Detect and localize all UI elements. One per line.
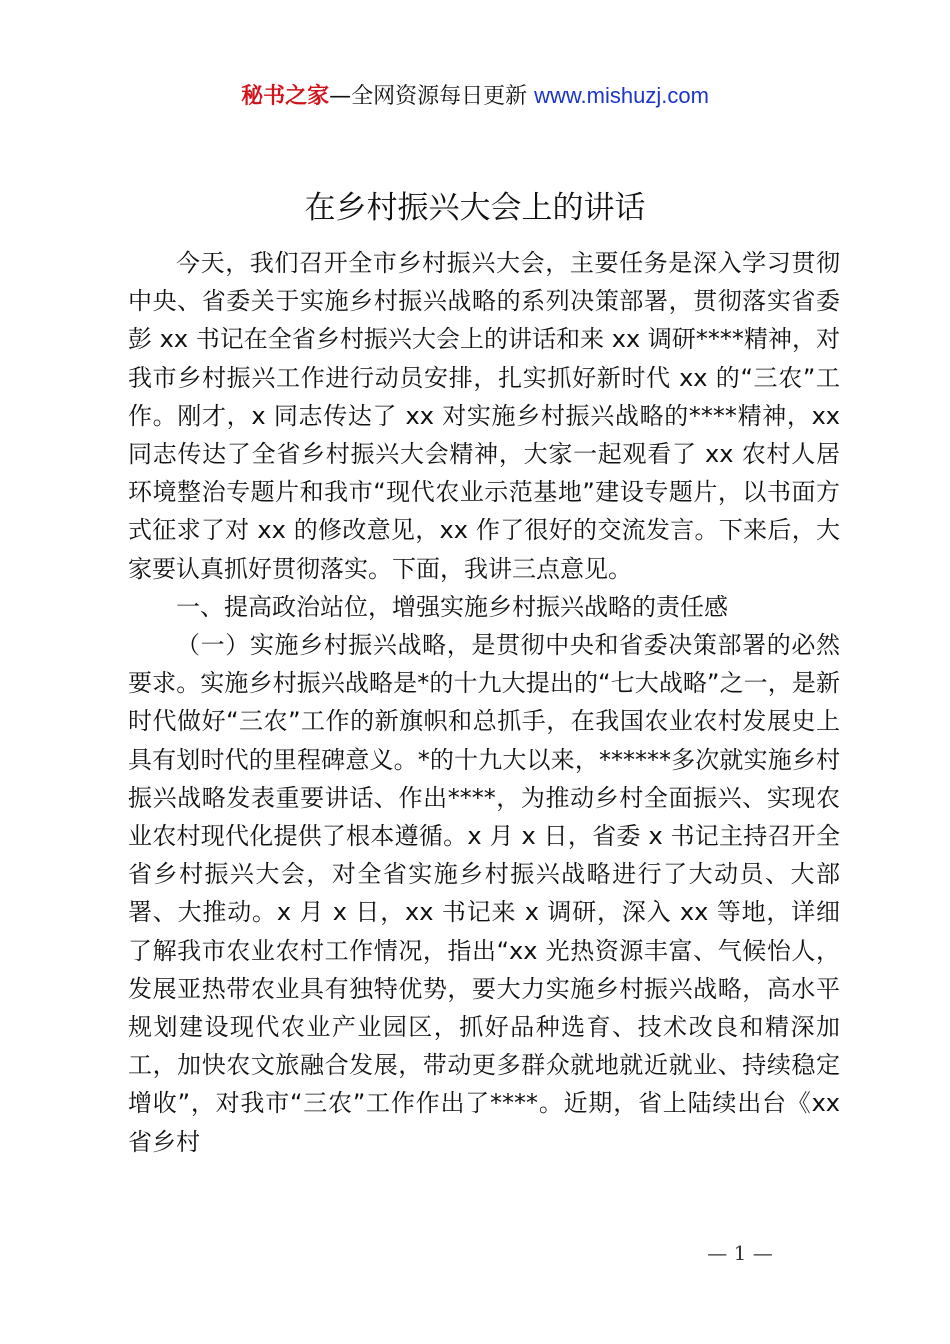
page-number: — 1 — xyxy=(707,1241,773,1265)
document-body xyxy=(128,244,840,1161)
document-title: 在乡村振兴大会上的讲话 xyxy=(304,190,646,226)
site-header xyxy=(0,80,950,113)
site-tagline: —全网资源每日更新 xyxy=(329,84,535,109)
body-paragraph: 今天，我们召开全市乡村振兴大会，主要任务是深入学习贯彻中央、省委关于实施乡村振兴战略的系列决策部署，贯彻落实省委彭 xx 书记在全省乡村振兴大会上的讲话和来 xx 调研****精神，对我市乡村振兴工作进行动员安排，扎实抓好新时代 xx 的“三农”工作。刚才，x 同志传达了 xx 对实施乡村振兴战略的****精神，xx 同志传达了全省乡村振兴大会精神，大家一起观看了 xx 农村人居环境整治专题片和我市“现代农业示范基地”建设专题片，以书面方式征求了对 xx 的修改意见，xx 作了很好的交流发言。下来后，大家要认真抓好贯彻落实。下面，我讲三点意见。 xyxy=(128,249,840,583)
site-brand: 秘书之家 xyxy=(241,84,330,109)
site-url-link[interactable]: www.mishuzj.com xyxy=(534,83,709,108)
section-heading: 一、提高政治站位，增强实施乡村振兴战略的责任感 xyxy=(176,592,728,621)
body-paragraph: （一）实施乡村振兴战略，是贯彻中央和省委决策部署的必然要求。实施乡村振兴战略是*的十九大提出的“七大战略”之一，是新时代做好“三农”工作的新旗帜和总抓手，在我国农业农村发展史上具有划时代的里程碑意义。*的十九大以来，******多次就实施乡村振兴战略发表重要讲话、作出****，为推动乡村全面振兴、实现农业农村现代化提供了根本遵循。x 月 x 日，省委 x 书记主持召开全省乡村振兴大会，对全省实施乡村振兴战略进行了大动员、大部署、大推动。x 月 x 日，xx 书记来 x 调研，深入 xx 等地，详细了解我市农业农村工作情况，指出“xx 光热资源丰富、气候怡人，发展亚热带农业具有独特优势，要大力实施乡村振兴战略，高水平规划建设现代农业产业园区，抓好品种选育、技术改良和精深加工，加快农文旅融合发展，带动更多群众就地就近就业、持续稳定增收”，对我市“三农”工作作出了****。近期，省上陆续出台《xx 省乡村 xyxy=(128,631,840,1156)
